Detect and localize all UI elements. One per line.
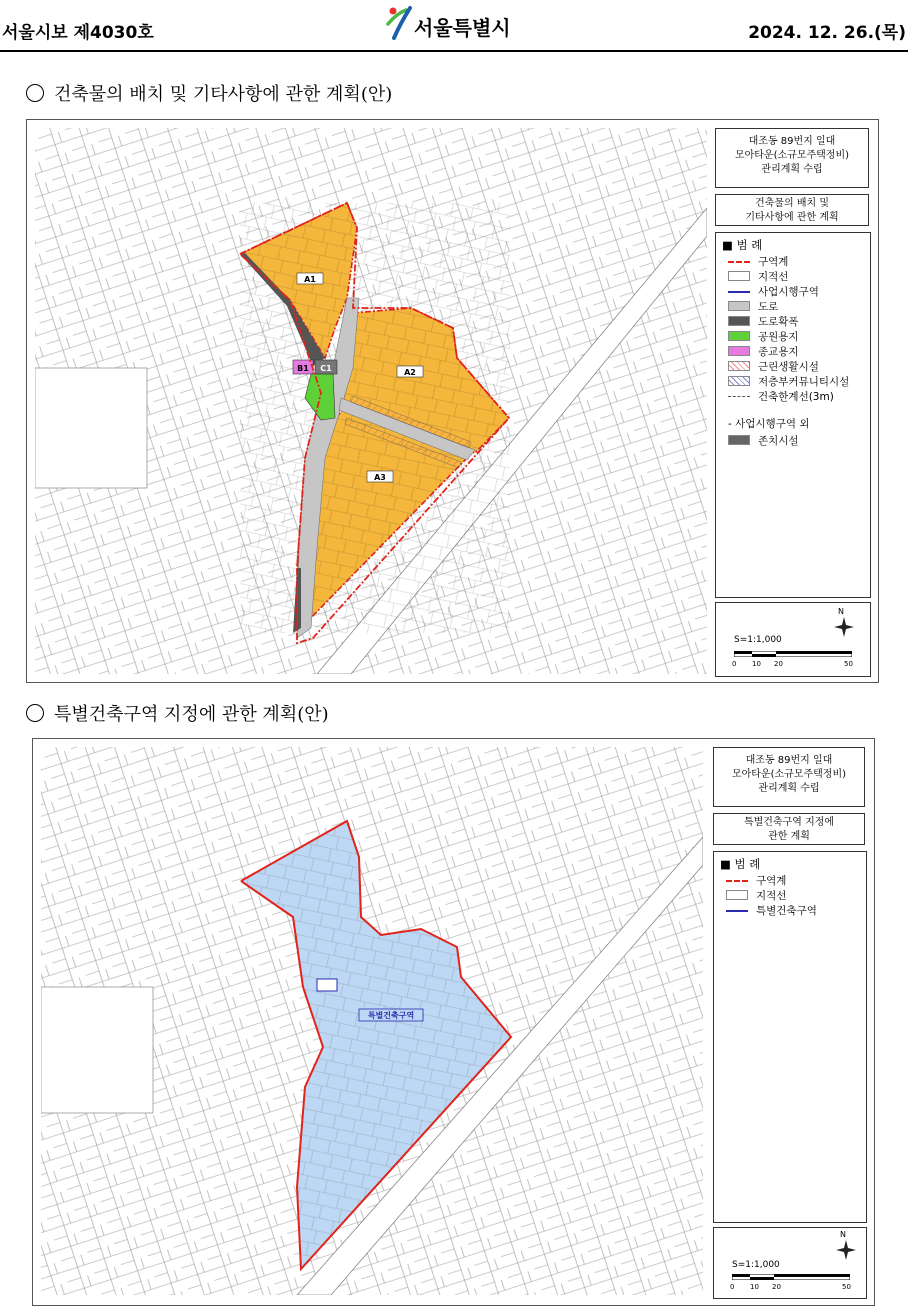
- legend-title-text: 범 례: [734, 857, 761, 871]
- seoul-logo: [384, 2, 534, 42]
- scale-tick: 20: [772, 1283, 781, 1291]
- scale-tick: 50: [842, 1283, 851, 1291]
- scale-text: S=1:1,000: [734, 635, 782, 645]
- map2-scale-box: [713, 1227, 867, 1299]
- scale-tick: 20: [774, 660, 783, 668]
- scale-tick: 0: [732, 660, 737, 668]
- page-header: [0, 0, 908, 52]
- map2-info-box: [713, 747, 865, 807]
- label-c1: C1: [320, 364, 332, 373]
- legend-label: 지적선: [758, 271, 789, 283]
- publish-date: 2024. 12. 26.(목): [748, 23, 906, 43]
- subtitle-line-1: 건축물의 배치 및: [755, 198, 829, 209]
- legend-title: ■ 범 례: [722, 238, 763, 252]
- map2-canvas: [41, 747, 703, 1295]
- gazette-number: 서울시보 제4030호: [2, 23, 154, 43]
- legend-label: 지적선: [756, 890, 787, 902]
- bullet-circle-icon: [26, 704, 44, 722]
- legend-label: 저층부커뮤니티시설: [758, 376, 850, 388]
- scale-bar: [734, 651, 852, 657]
- north-arrow-icon: [834, 617, 854, 637]
- legend-label: 건축한계선(3m): [758, 391, 834, 403]
- legend-label: 특별건축구역: [756, 905, 817, 917]
- north-arrow-icon: [836, 1240, 856, 1260]
- legend-extra-title: - 사업시행구역 외: [728, 418, 810, 430]
- scale-tick: 10: [750, 1283, 759, 1291]
- section2-title-text: 특별건축구역 지정에 관한 계획(안): [54, 704, 329, 725]
- seoul-logo-icon: [384, 2, 414, 42]
- legend-title: ■ 범 례: [720, 857, 761, 871]
- label-a3: A3: [374, 473, 386, 482]
- info-line-3: 관리계획 수립: [758, 783, 820, 794]
- legend-label: 구역계: [756, 875, 787, 887]
- zone-label: 특별건축구역: [367, 1011, 415, 1020]
- section2-title: [26, 700, 329, 726]
- info-line-1: 대조동 89번지 일대: [748, 136, 836, 147]
- legend-label: 도로: [758, 301, 779, 313]
- legend-label: 존치시설: [758, 435, 799, 447]
- map1-legend: [715, 232, 871, 598]
- bullet-circle-icon: [26, 84, 44, 102]
- north-label: N: [840, 1230, 846, 1239]
- scale-tick: 50: [844, 660, 853, 668]
- legend-label: 사업시행구역: [758, 286, 819, 298]
- label-a2: A2: [404, 368, 416, 377]
- scale-text: S=1:1,000: [732, 1260, 780, 1270]
- open-lot: [41, 987, 153, 1113]
- map2-frame: [32, 738, 875, 1306]
- map2-subtitle-box: [713, 813, 865, 845]
- north-label: N: [838, 607, 844, 616]
- info-line-1: 대조동 89번지 일대: [745, 755, 833, 766]
- info-line-2: 모아타운(소규모주택정비): [734, 150, 850, 161]
- map1-frame: [26, 119, 879, 683]
- map2-legend: [713, 851, 867, 1223]
- legend-label: 근린생활시설: [758, 361, 819, 373]
- label-a1: A1: [304, 275, 316, 284]
- info-line-3: 관리계획 수립: [761, 164, 823, 175]
- info-line-2: 모아타운(소규모주택정비): [731, 769, 847, 780]
- scale-bar: [732, 1274, 850, 1280]
- legend-label: 공원용지: [758, 331, 799, 343]
- scale-tick: 0: [730, 1283, 735, 1291]
- map1-scale-box: [715, 602, 871, 677]
- label-b1: B1: [297, 364, 309, 373]
- legend-label: 구역계: [758, 256, 789, 268]
- scale-tick: 10: [752, 660, 761, 668]
- legend-label: 도로확폭: [758, 316, 799, 328]
- legend-title-text: 범 례: [736, 238, 763, 252]
- subtitle-line-1: 특별건축구역 지정에: [743, 817, 835, 828]
- legend-label: 종교용지: [758, 346, 799, 358]
- map1-info-box: [715, 128, 869, 188]
- map1-subtitle-box: [715, 194, 869, 226]
- logo-text: 서울특별시: [414, 16, 511, 40]
- map1-canvas: [35, 128, 707, 674]
- section1-title-text: 건축물의 배치 및 기타사항에 관한 계획(안): [54, 84, 393, 105]
- open-lot: [35, 368, 147, 488]
- subtitle-line-2: 기타사항에 관한 계획: [745, 212, 839, 223]
- excluded-parcel: [317, 979, 337, 991]
- section1-title: [26, 80, 392, 106]
- subtitle-line-2: 관한 계획: [768, 831, 810, 842]
